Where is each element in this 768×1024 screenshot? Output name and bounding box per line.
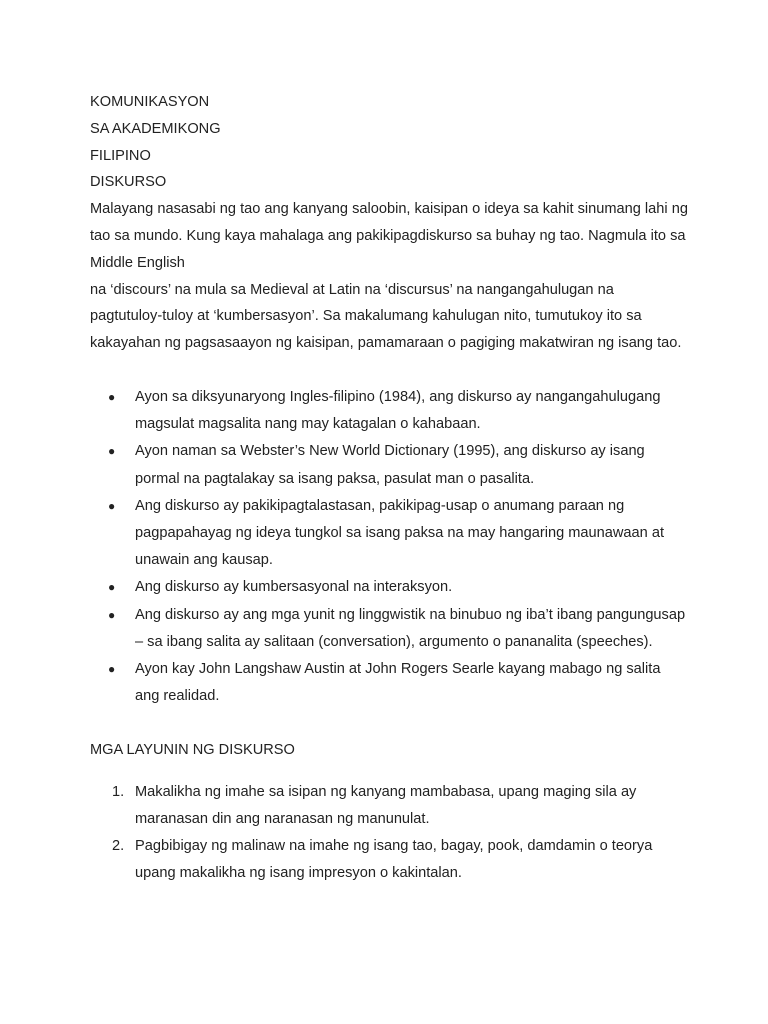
list-item: [90, 438, 688, 492]
goal-text: Pagbibigay ng malinaw na imahe ng isang tao, bagay, pook, damdamin o teorya upang makalikha ng isang impresyon o kakintalan.: [135, 838, 653, 882]
goal-item: [90, 833, 688, 887]
list-item-text: Ang diskurso ay pakikipagtalastasan, pakikipag-usap o anumang paraan ng pagpapahayag ng ideya tungkol sa isang paksa na may hangaring maunawaan at unawain ang kausap.: [135, 497, 665, 569]
heading-line-3: FILIPINO: [90, 147, 151, 164]
list-item-text: Ayon kay John Langshaw Austin at John Rogers Searle kayang mabago ng salita ang realidad.: [135, 661, 661, 705]
list-item-text: Ayon sa diksyunaryong Ingles-filipino (1984), ang diskurso ay nangangahulugang magsulat magsalita nang may katagalan o kahabaan.: [135, 388, 661, 433]
bullet-icon: ●: [108, 389, 116, 404]
heading-line-4: DISKURSO: [90, 174, 167, 191]
goal-number: 1.: [112, 783, 125, 800]
goal-number: 2.: [112, 838, 125, 855]
bullet-icon: ●: [108, 498, 116, 513]
goal-item: [90, 779, 688, 833]
goal-text: Makalikha ng imahe sa isipan ng kanyang mambabasa, upang maging sila ay maranasan din ang naranasan ng manunulat.: [135, 783, 637, 827]
list-item-text: Ayon naman sa Webster’s New World Dictionary (1995), ang diskurso ay isang pormal na pagtalakay sa isang paksa, pasulat man o pasalita.: [135, 443, 645, 487]
bullet-icon: ●: [108, 662, 116, 676]
section-title: MGA LAYUNIN NG DISKURSO: [90, 742, 295, 759]
list-item-text: Ang diskurso ay kumbersasyonal na interaksyon.: [135, 579, 453, 596]
bullet-icon: ●: [108, 580, 116, 595]
list-item: [90, 656, 688, 710]
bullet-icon: ●: [108, 607, 116, 622]
heading-line-1: KOMUNIKASYON: [90, 94, 210, 110]
list-item: [90, 493, 688, 575]
list-item: [90, 574, 688, 601]
definition-list: [90, 384, 688, 710]
spacer: [90, 357, 688, 384]
list-item: [90, 384, 688, 438]
list-item-text: Ang diskurso ay ang mga yunit ng linggwistik na binubuo ng iba’t ibang pangungusap – sa ibang salita ay salitaan (conversation), argumento o pananalita (speeches).: [135, 606, 686, 650]
intro-paragraph-2: na ‘discours’ na mula sa Medieval at Latin na ‘discursus’ na nangangahulugan na pagtutuloy-tuloy at ‘kumbersasyon’. Sa makalumang kahulugan nito, tumutukoy ito sa kakayahan ng pagsasaayon ng kaisipan, pamamaraan o pagiging makatwiran ng isang tao.: [90, 281, 682, 352]
list-item: [90, 602, 688, 656]
goals-list: [90, 779, 688, 888]
intro-paragraph-1: Malayang nasasabi ng tao ang kanyang saloobin, kaisipan o ideya sa kahit sinumang lahi ng tao sa mundo. Kung kaya mahalaga ang pakikipagdiskurso sa buhay ng tao. Nagmula ito sa Middle English: [90, 201, 688, 271]
heading-line-2: SA AKADEMIKONG: [90, 120, 221, 137]
bullet-icon: ●: [108, 444, 116, 459]
